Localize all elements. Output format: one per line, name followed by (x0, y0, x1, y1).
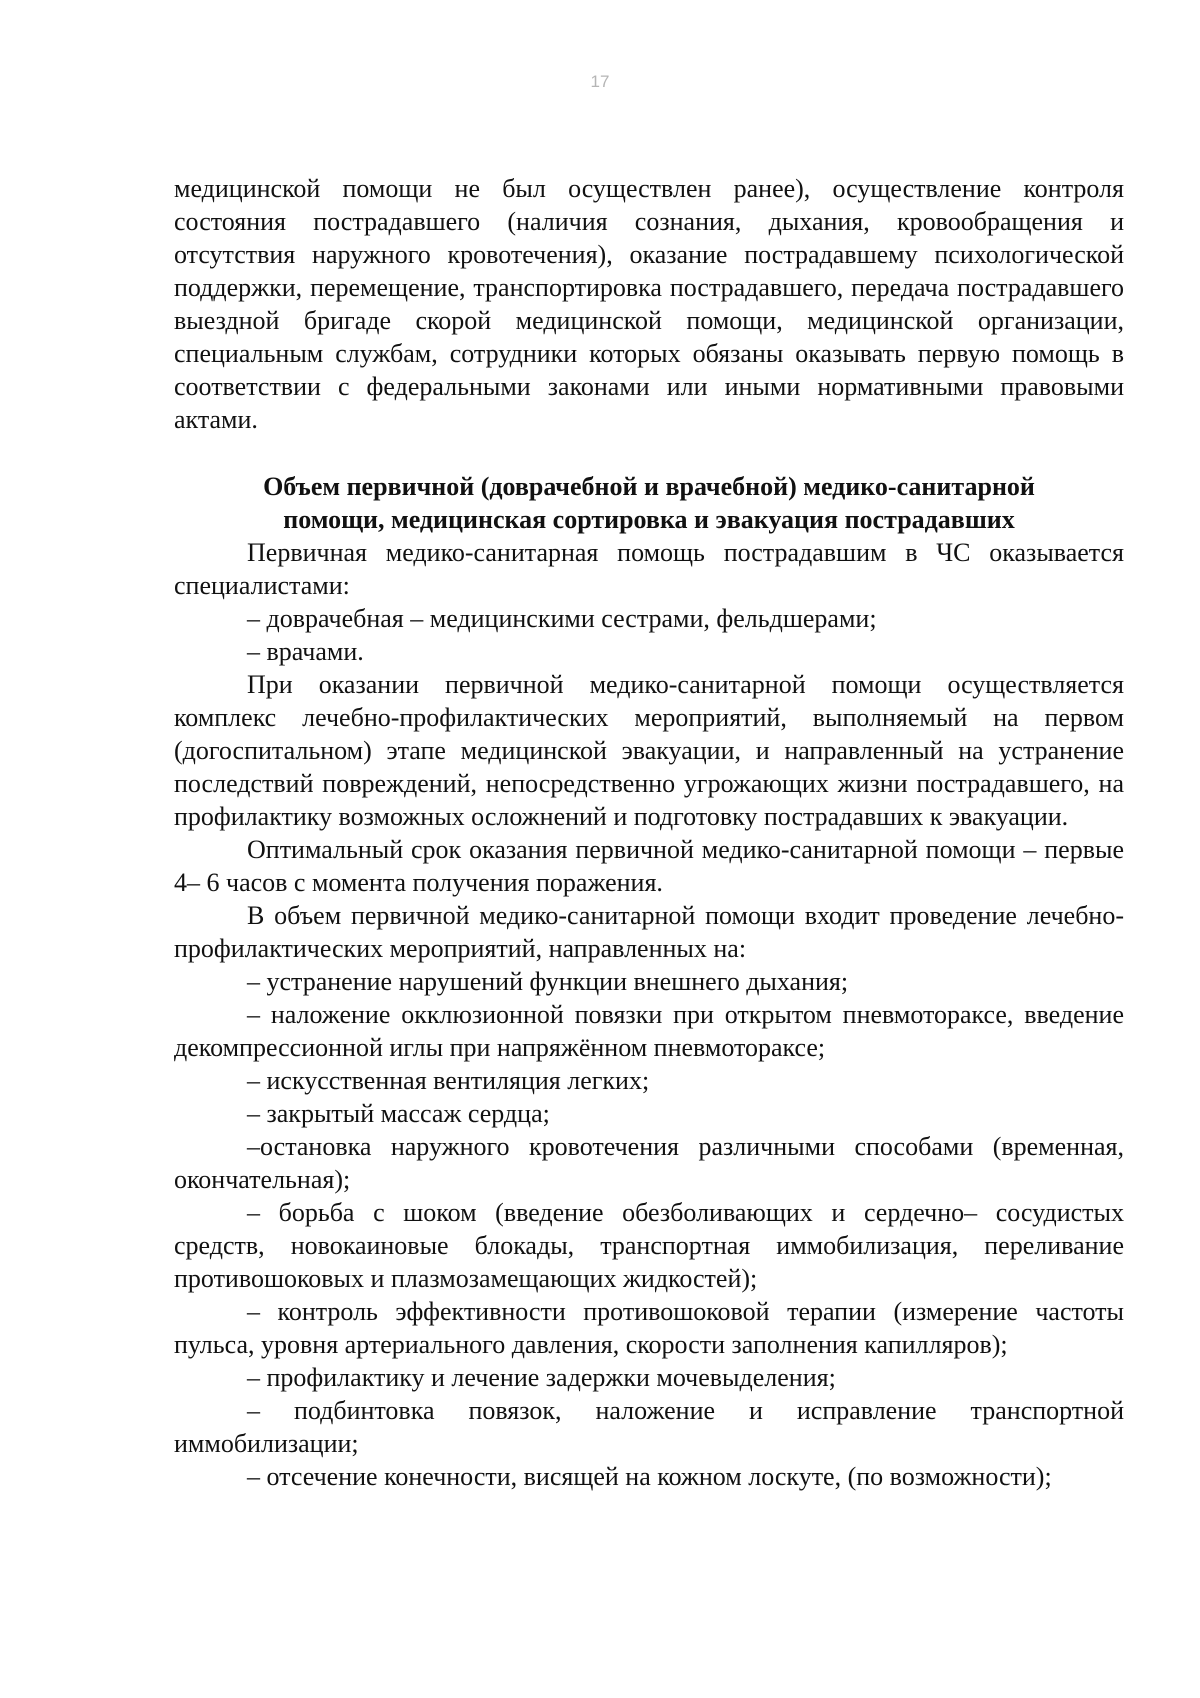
list-item: – врачами. (247, 637, 364, 666)
paragraph: При оказании первичной медико-санитарной помощи осуществляется комплекс лечебно-профилактических мероприятий, выполняемый на первом (догоспитальном) этапе медицинской эвакуации, и направленный на устранение последствий повреждений, непосредственно угрожающих жизни пострадавшего, на профилактику возможных осложнений и подготовку пострадавших к эвакуации. (174, 670, 1124, 831)
list-item: – подбинтовка повязок, наложение и исправление транспортной иммобилизации; (174, 1396, 1124, 1458)
list-item: – устранение нарушений функции внешнего дыхания; (247, 967, 849, 996)
section-heading-line: помощи, медицинская сортировка и эвакуация пострадавших (283, 505, 1015, 534)
section-heading (174, 470, 1124, 536)
list-item: – отсечение конечности, висящей на кожном лоскуте, (по возможности); (247, 1462, 1052, 1491)
page-number: 17 (590, 72, 610, 91)
section-heading-line: Объем первичной (доврачебной и врачебной) медико-санитарной (263, 472, 1035, 501)
page-content (174, 172, 1124, 1493)
intro-paragraph: медицинской помощи не был осуществлен ранее), осуществление контроля состояния пострадавшего (наличия сознания, дыхания, кровообращения и отсутствия наружного кровотечения), оказание пострадавшему психологической поддержки, перемещение, транспортировка пострадавшего, передача пострадавшего выездной бригаде скорой медицинской помощи, медицинской организации, специальным службам, сотрудники которых обязаны оказывать первую помощь в соответствии с федеральными законами или иными нормативными правовыми актами. (174, 174, 1124, 434)
list-item: – закрытый массаж сердца; (247, 1099, 550, 1128)
paragraph: В объем первичной медико-санитарной помощи входит проведение лечебно-профилактических мероприятий, направленных на: (174, 901, 1124, 963)
list-item: – наложение окклюзионной повязки при открытом пневмотораксе, введение декомпрессионной иглы при напряжённом пневмотораксе; (174, 1000, 1124, 1062)
paragraph: Оптимальный срок оказания первичной медико-санитарной помощи – первые 4– 6 часов с момента получения поражения. (174, 835, 1124, 897)
list-item: – борьба с шоком (введение обезболивающих и сердечно– сосудистых средств, новокаиновые блокады, транспортная иммобилизация, переливание противошоковых и плазмозамещающих жидкостей); (174, 1198, 1124, 1293)
list-item: – профилактику и лечение задержки мочевыделения; (247, 1363, 836, 1392)
list-item: – искусственная вентиляция легких; (247, 1066, 650, 1095)
list-item: – доврачебная – медицинскими сестрами, фельдшерами; (247, 604, 877, 633)
paragraph: Первичная медико-санитарная помощь пострадавшим в ЧС оказывается специалистами: (174, 538, 1124, 600)
list-item: –остановка наружного кровотечения различными способами (временная, окончательная); (174, 1132, 1124, 1194)
list-item: – контроль эффективности противошоковой терапии (измерение частоты пульса, уровня артериального давления, скорости заполнения капилляров); (174, 1297, 1124, 1359)
